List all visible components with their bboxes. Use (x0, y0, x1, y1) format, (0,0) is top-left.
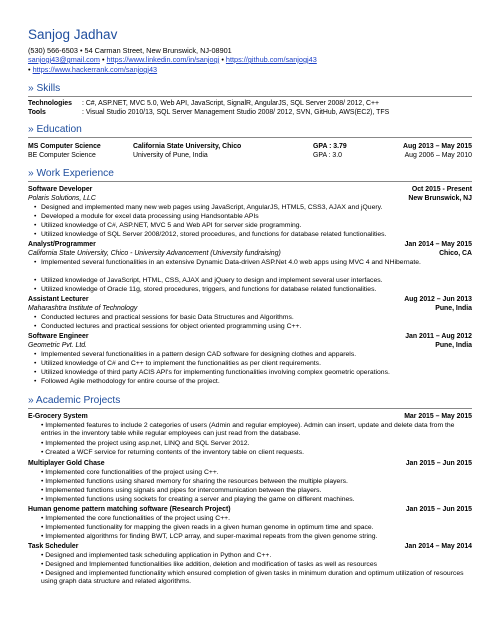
project-title: Task Scheduler (28, 543, 79, 550)
job-title: Software Developer (28, 186, 93, 193)
company: Geometric Pvt. Ltd. (28, 342, 87, 349)
separator-dot: • (221, 55, 226, 64)
bullet-item: • Conducted lectures and practical sessions for basic Data Structures and Algorithms. (34, 314, 294, 321)
project-header (28, 413, 472, 421)
email-link[interactable]: sanjogj43@gmail.com (28, 55, 100, 64)
project-header (28, 543, 472, 551)
job-company-row (28, 250, 472, 258)
job-company-row (28, 195, 472, 203)
github-link[interactable]: https://github.com/sanjogj43 (225, 55, 317, 64)
contact-line-3 (28, 65, 157, 74)
separator-dot: • (101, 55, 107, 64)
job-dates: Jan 2011 – Aug 2012 (405, 333, 472, 340)
project-line: • Implemented functions using shared memory for sharing the resources between the multiple players. (41, 478, 348, 485)
section-divider (28, 137, 472, 138)
degree: MS Computer Science (28, 143, 101, 150)
project-line: • Implemented the core functionalities of the project using C++. (41, 515, 231, 522)
project-dates: Jan 2015 – Jun 2015 (405, 506, 472, 513)
job-company-row (28, 342, 472, 350)
job-header (28, 241, 472, 249)
skills-label: Tools (28, 109, 46, 116)
project-dates: Mar 2015 – May 2015 (404, 413, 472, 420)
address: 54 Carman Street, New Brunswick, NJ-08901 (84, 46, 232, 55)
project-line: • Implemented functions using sockets for creating a server and playing the game on different machines. (41, 496, 355, 503)
project-title: E-Grocery System (28, 413, 88, 420)
project-header (28, 506, 472, 514)
gpa: GPA : 3.0 (313, 152, 342, 159)
school: University of Pune, India (133, 152, 208, 159)
project-line: • Implemented functionality for mapping the given reads in a given human genome in optimum time and space. (41, 524, 374, 531)
separator-dot: • (79, 46, 85, 55)
job-header (28, 333, 472, 341)
job-dates: Aug 2012 – Jun 2013 (404, 296, 472, 303)
project-header (28, 460, 472, 468)
section-divider (28, 408, 472, 409)
gpa: GPA : 3.79 (313, 143, 347, 150)
job-header (28, 296, 472, 304)
project-line: • Created a WCF service for returning contents of the inventory table on client requests. (41, 449, 305, 456)
bullet-item: • Utilized knowledge of JavaScript, HTML, CSS, AJAX and jQuery to design and implement several user interfaces. (34, 277, 383, 284)
company: California State University, Chico - University Advancement (University fundraising) (28, 250, 281, 257)
dates: Aug 2006 – May 2010 (404, 152, 472, 159)
location: New Brunswick, NJ (408, 195, 472, 202)
job-company-row (28, 305, 472, 313)
contact-line-2 (28, 55, 317, 64)
location: Pune, India (435, 305, 472, 312)
projects-heading: » Academic Projects (28, 395, 121, 406)
location: Pune, India (435, 342, 472, 349)
project-title: Human genome pattern matching software (Research Project) (28, 506, 231, 513)
project-line: • Designed and Implemented functionalities like addition, deletion and modification of tasks as well as resources (41, 561, 377, 568)
company: Polaris Solutions, LLC (28, 195, 96, 202)
bullet-item: • Conducted lectures and practical sessions for object oriented programming using C++. (34, 323, 302, 330)
bullet-item: • Utilized knowledge of third party ACIS API's for implementing functionalities involving complex geometric operations. (34, 369, 390, 376)
phone: (530) 566-6503 (28, 46, 78, 55)
degree: BE Computer Science (28, 152, 96, 159)
section-divider (28, 181, 472, 182)
bullet-item: • Followed Agile methodology for entire course of the project. (34, 378, 220, 385)
project-line: • Implemented features to include 2 categories of users (Admin and regular employee). Admin can insert, update and delete data from the entries in the inventory table while regular employees can just read from the database. (41, 422, 455, 437)
project-line: • Designed and implemented functionality which ensured completion of given tasks in minimum duration and optimum utilization of resources using graph data structure and related algorithms. (41, 570, 464, 585)
job-dates: Jan 2014 – May 2015 (404, 241, 472, 248)
candidate-name: Sanjog Jadhav (28, 27, 118, 42)
dates: Aug 2013 – May 2015 (403, 143, 472, 150)
section-divider (28, 96, 472, 97)
company: Maharashtra Institute of Technology (28, 305, 138, 312)
project-line: • Designed and implemented task scheduling application in Python and C++. (41, 552, 272, 559)
project-line: • Implemented the project using asp.net, LINQ and SQL Server 2012. (41, 440, 250, 447)
job-header (28, 186, 472, 194)
bullet-item: • Implemented several functionalities in an extensive Dynamic Data-driven ASP.Net 4.0 web apps using MVC 4 and NHibernate. (34, 259, 421, 266)
bullet-item: • Developed a module for excel data processing using Handsontable APIs (34, 213, 259, 220)
job-title: Software Engineer (28, 333, 89, 340)
job-title: Analyst/Programmer (28, 241, 96, 248)
separator-dot: • (28, 65, 33, 74)
job-title: Assistant Lecturer (28, 296, 89, 303)
linkedin-link[interactable]: https://www.linkedin.com/in/sanjogj (106, 55, 220, 64)
project-dates: Jan 2014 – May 2014 (404, 543, 472, 550)
project-line: • Implemented core functionalities of the project using C++. (41, 469, 219, 476)
project-dates: Jan 2015 – Jun 2015 (405, 460, 472, 467)
education-heading: » Education (28, 124, 82, 135)
work-heading: » Work Experience (28, 168, 114, 179)
job-dates: Oct 2015 - Present (411, 186, 472, 193)
bullet-item: • Utilized knowledge of SQL Server 2008/2012, stored procedures, and functions for database related functionalities. (34, 231, 387, 238)
bullet-item: • Utilized knowledge of C# and C++ to implement the functionalities as per client requirements. (34, 360, 321, 367)
project-line: • Implemented algorithms for finding BWT, LCP array, and super-maximal repeats from the given genome string. (41, 533, 378, 540)
skills-heading: » Skills (28, 83, 61, 94)
hackerrank-link[interactable]: https://www.hackerrank.com/sanjogj43 (32, 65, 158, 74)
location: Chico, CA (439, 250, 472, 257)
school: California State University, Chico (133, 143, 242, 150)
skills-label: Technologies (28, 100, 72, 107)
project-line: • Implemented functions using signals and pipes for intercommunication between the players. (41, 487, 322, 494)
bullet-item: • Designed and implemented many new web pages using JavaScript, AngularJS, HTML5, CSS3, AJAX and jQuery. (34, 204, 383, 211)
skills-value: : Visual Studio 2010/13, SQL Server Management Studio 2008/ 2012, SVN, GitHub, AWS(EC2), TFS (82, 109, 390, 116)
bullet-item: • Implemented several functionalities in a pattern design CAD software for designing clothes and apparels. (34, 351, 357, 358)
project-title: Multiplayer Gold Chase (28, 460, 105, 467)
skills-value: : C#, ASP.NET, MVC 5.0, Web API, JavaScript, SignalR, AngularJS, SQL Server 2008/ 2012, C++ (82, 100, 380, 107)
bullet-item: • Utilized knowledge of Oracle 11g, stored procedures, triggers, and functions for database related functionalities. (34, 286, 377, 293)
bullet-item: • Utilized knowledge of C#, ASP.NET, MVC 5 and Web API for server side programming. (34, 222, 302, 229)
contact-line-1 (28, 46, 232, 55)
